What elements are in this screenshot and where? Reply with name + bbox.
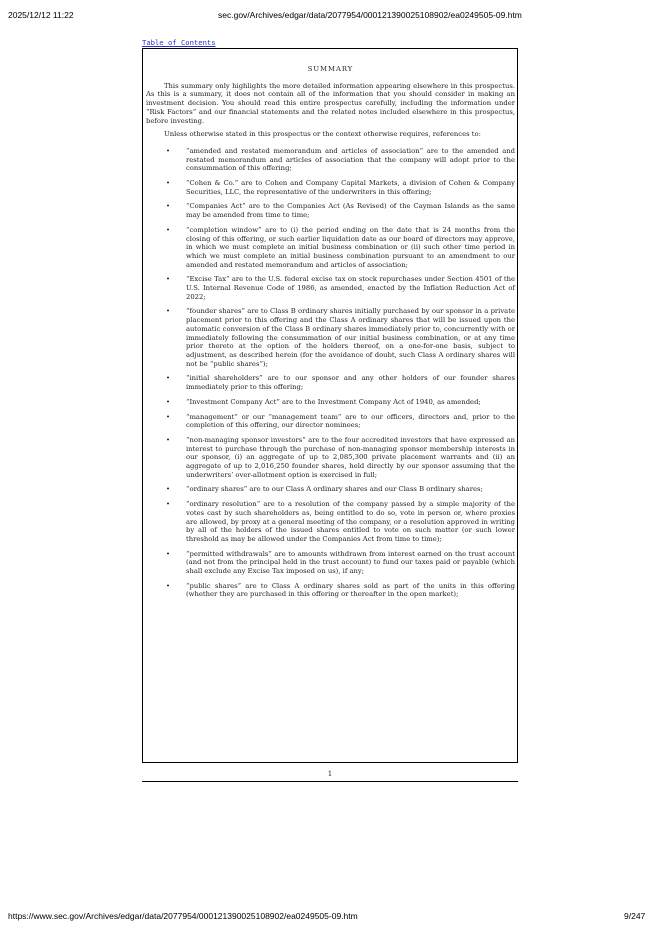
definition-text: “ordinary resolution” are to a resolution of the company passed by a simple majority of the votes cast by such shareholders as, being entitled to do so, vote in person or, where proxies are allowed, by proxy at a general meeting of the company, or a resolution approved in writing by all of the holders of the issued shares entitled to vote on such matter (or such lower threshold as may be allowed under the Companies Act from time to time); — [186, 500, 515, 543]
bullet-icon: • — [166, 435, 171, 444]
print-page-counter: 9/247 — [624, 911, 646, 921]
definition-item — [146, 436, 515, 480]
definition-text: “Companies Act” are to the Companies Act (As Revised) of the Cayman Islands as the same may be amended from time to time; — [186, 202, 515, 220]
bullet-icon: • — [166, 179, 171, 188]
definitions-list — [146, 147, 515, 599]
definition-text: “initial shareholders” are to our sponsor and any other holders of our founder shares immediately prior to this offering; — [186, 374, 515, 392]
definition-text: “ordinary shares” are to our Class A ordinary shares and our Class B ordinary shares; — [186, 485, 483, 494]
definition-text: “management” or our “management team” are to our officers, directors and, prior to the completion of this offering, our director nominees; — [186, 412, 515, 430]
table-of-contents-link[interactable]: Table of Contents — [142, 38, 216, 47]
definition-item — [146, 202, 515, 219]
definition-item — [146, 500, 515, 544]
definition-text: “non-managing sponsor investors” are to the four accredited investors that have expressed an interest to purchase through the purchase of non-managing sponsor membership interests in our sponsor, (i) an aggregate of up to 2,085,300 private placement warrants and (ii) an aggregate of up to 2,016,250 founder shares, held directly by our sponsor assuming that the underwriters’ over-allotment option is exercised in full; — [186, 435, 515, 479]
bullet-icon: • — [166, 202, 171, 211]
bullet-icon: • — [166, 549, 171, 558]
bullet-icon: • — [166, 500, 171, 509]
definition-text: “completion window” are to (i) the period ending on the date that is 24 months from the closing of this offering, or such earlier liquidation date as our board of directors may approve, in which we must complete an initial business combination or (ii) such other time period in which we must complete an initial business combination pursuant to an amendment to our amended and restated memorandum and articles of association; — [186, 225, 515, 269]
bullet-icon: • — [166, 485, 171, 494]
print-footer-url: https://www.sec.gov/Archives/edgar/data/2077954/000121390025108902/ea0249505-09.htm — [8, 911, 358, 921]
definition-item — [146, 413, 515, 430]
bullet-icon: • — [166, 374, 171, 383]
definition-text: “amended and restated memorandum and articles of association” are to the amended and restated memorandum and articles of association that the company will adopt prior to the consummation of this offering; — [186, 146, 515, 173]
definition-item — [146, 582, 515, 599]
definition-item — [146, 398, 515, 407]
definition-text: “Excise Tax” are to the U.S. federal excise tax on stock repurchases under Section 4501 of the U.S. Internal Revenue Code of 1986, as amended, enacted by the Inflation Reduction Act of 2022; — [186, 275, 515, 301]
page-bottom-rule — [142, 781, 518, 782]
definition-text: “public shares” are to Class A ordinary shares sold as part of the units in this offering (whether they are purchased in this offering or thereafter in the open market); — [186, 581, 515, 599]
summary-content — [146, 65, 515, 605]
bullet-icon: • — [166, 581, 171, 590]
definition-item — [146, 485, 515, 494]
definition-item — [146, 550, 515, 576]
intro-paragraph: This summary only highlights the more detailed information appearing elsewhere in this prospectus. As this is a summary, it does not contain all of the information that you should consider in making an investment decision. You should read this entire prospectus carefully, including the information under “Risk Factors” and our financial statements and the related notes included elsewhere in this prospectus, before investing. — [146, 81, 515, 125]
definition-item — [146, 179, 515, 196]
definition-text: “Investment Company Act” are to the Investment Company Act of 1940, as amended; — [186, 397, 481, 406]
definition-text: “Cohen & Co.” are to Cohen and Company Capital Markets, a division of Cohen & Company Securities, LLC, the representative of the underwriters in this offering; — [186, 179, 515, 196]
definition-item — [146, 275, 515, 301]
bullet-icon: • — [166, 146, 171, 155]
definition-text: “permitted withdrawals” are to amounts withdrawn from interest earned on the trust account (and not from the principal held in the trust account) to fund our taxes paid or payable (which shall exclude any Excise Tax imposed on us), if any; — [186, 549, 515, 576]
definition-item — [146, 147, 515, 173]
section-title: SUMMARY — [307, 65, 354, 73]
page-number: 1 — [327, 770, 333, 778]
definition-text: “founder shares” are to Class B ordinary shares initially purchased by our sponsor in a private placement prior to this offering and the Class A ordinary shares that will be issued upon the automatic conversion of the Class B ordinary shares immediately prior to, concurrently with or immediately following the consummation of our initial business combination, or at any time prior thereto at the option of the holders thereof, on a one-for-one basis, subject to adjustment, as described herein (for the avoidance of doubt, such Class A ordinary shares will not be “public shares”); — [186, 307, 515, 368]
print-timestamp: 2025/12/12 11:22 — [8, 10, 74, 20]
bullet-icon: • — [166, 275, 171, 284]
references-paragraph: Unless otherwise stated in this prospectus or the context otherwise requires, references to: — [164, 130, 481, 139]
definition-item — [146, 226, 515, 270]
definition-item — [146, 374, 515, 391]
definition-item — [146, 307, 515, 368]
bullet-icon: • — [166, 307, 171, 316]
bullet-icon: • — [166, 412, 171, 421]
print-header-title: sec.gov/Archives/edgar/data/2077954/000121390025108902/ea0249505-09.htm — [218, 10, 522, 20]
bullet-icon: • — [166, 397, 171, 406]
bullet-icon: • — [166, 225, 171, 234]
